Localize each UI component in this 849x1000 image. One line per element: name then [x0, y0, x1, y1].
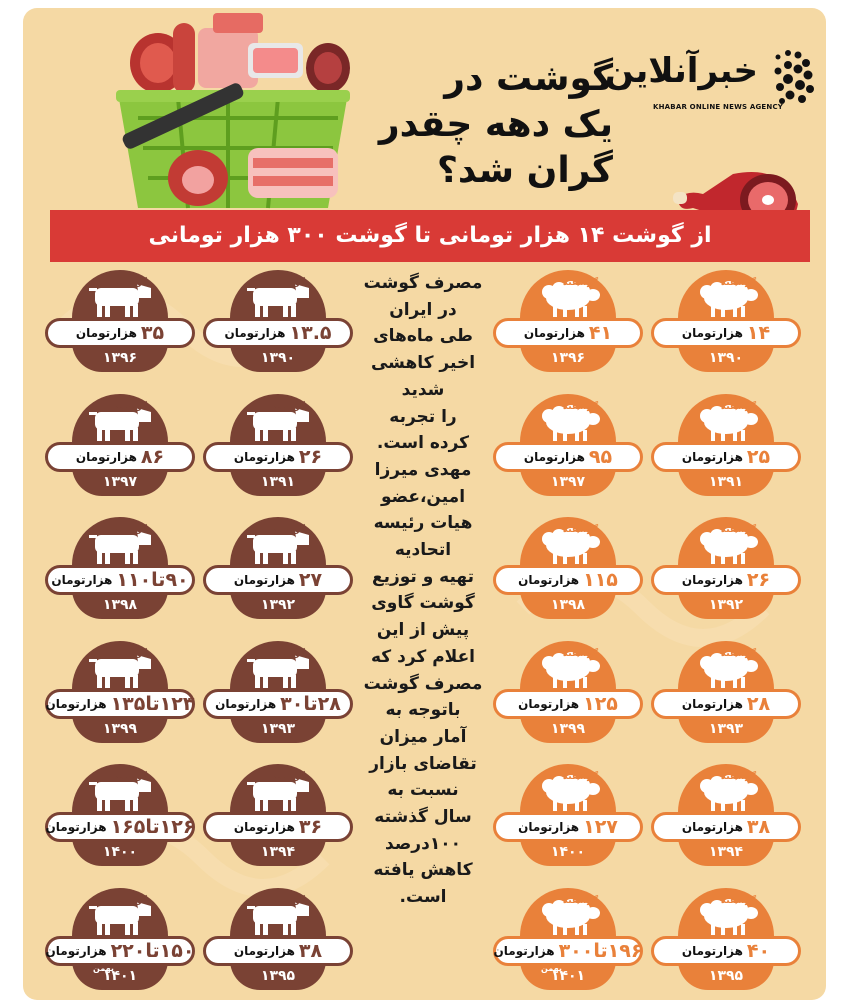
price-unit: هزارتومان: [681, 943, 743, 958]
title-line: گوشت در: [444, 58, 613, 99]
animal-label: گوسفند: [721, 278, 757, 288]
year-label: ۱۳۹۶: [550, 350, 586, 366]
price-value: ۱۱۵: [583, 569, 618, 591]
price-unit: هزارتومان: [518, 820, 580, 834]
price-pill: [651, 442, 801, 472]
animal-label: گوسفند: [563, 772, 599, 782]
price-value: ۲۵: [746, 445, 771, 468]
article-line: گوشت گاوی: [371, 593, 475, 614]
calf-price-card: [45, 888, 195, 993]
price-unit: هزارتومان: [681, 820, 743, 834]
article-line: است.: [399, 887, 447, 908]
article-line: کاهش یافته: [373, 860, 473, 881]
price-unit: هزارتومان: [75, 326, 137, 340]
price-unit: هزارتومان: [51, 573, 113, 587]
price-value: ۹۵: [588, 445, 613, 468]
animal-label: گوساله: [115, 401, 147, 412]
price-pill: [203, 318, 353, 348]
title-line: یک دهه چقدر: [378, 104, 613, 145]
animal-label: گوساله: [273, 401, 305, 412]
animal-label: گوساله: [115, 648, 147, 659]
animal-label: گوسفند: [721, 772, 757, 782]
calf-price-card: [45, 517, 195, 622]
price-value: ۱۵۰تا۲۲۰: [110, 939, 195, 962]
price-value: ۲۸: [746, 692, 771, 715]
price-pill: [203, 936, 353, 966]
meat-basket-illustration: [98, 8, 358, 213]
price-pill: [493, 689, 643, 719]
year-label: ۱۳۹۴: [708, 844, 744, 860]
article-line: اخیر کاهشی: [370, 353, 476, 374]
animal-label: گوساله: [273, 278, 305, 288]
price-pill: [651, 689, 801, 719]
price-pill: [45, 689, 195, 719]
article-line: اعلام کرد که: [370, 646, 476, 667]
animal-label: گوسفند: [721, 401, 757, 412]
price-pill: [45, 318, 195, 348]
price-value: ۱۲۳تا۱۳۵: [110, 692, 195, 715]
calf-price-card: [203, 517, 353, 622]
year-label: ۱۳۹۰: [708, 350, 744, 366]
price-value: ۱۲۵: [583, 692, 618, 715]
headline-banner: از گوشت ۱۴ هزار تومانی تا گوشت ۳۰۰ هزار تومانی: [50, 210, 810, 262]
price-pill: [651, 318, 801, 348]
price-unit: هزارتومان: [75, 449, 137, 464]
price-unit: هزارتومان: [681, 326, 743, 340]
price-value: ۲۶: [746, 569, 771, 591]
price-pill: [203, 442, 353, 472]
animal-label: گوساله: [273, 772, 305, 782]
year-label: ۱۳۹۲: [708, 597, 744, 613]
year-label: ۱۳۹۵: [260, 967, 296, 984]
animal-label: گوسفند: [563, 401, 599, 412]
price-unit: هزارتومان: [233, 943, 295, 958]
price-pill: [651, 565, 801, 595]
price-unit: هزارتومان: [45, 696, 107, 711]
logo-text: خبرآنلاین: [604, 51, 758, 91]
article-line: تهیه و توزیع: [371, 566, 475, 587]
animal-label: گوسفند: [563, 278, 599, 288]
infographic-page: [23, 8, 826, 1000]
article-line: مهدی میرزا: [374, 459, 472, 480]
year-label: ۱۳۹۹: [550, 720, 586, 737]
sheep-price-card: [493, 517, 643, 622]
calf-price-card: [45, 764, 195, 869]
price-value: ۴۰: [746, 939, 771, 962]
year-label: ۱۳۹۷: [102, 473, 138, 490]
price-value: ۲۶: [298, 445, 323, 468]
price-pill: [45, 812, 195, 842]
year-label: ۱۳۹۲: [260, 597, 296, 613]
price-pill: [45, 565, 195, 595]
year-label: ۱۳۹۰: [260, 350, 296, 366]
sheep-price-card: [493, 888, 643, 993]
price-value: ۸۶: [140, 445, 165, 468]
article-line: در ایران: [389, 299, 457, 320]
year-label: ۱۳۹۴: [260, 844, 296, 860]
year-label: ۱۴۰۰: [550, 844, 586, 860]
khabaronline-logo: [604, 43, 818, 123]
article-line: تقاضای بازار: [369, 753, 477, 774]
sheep-price-card: [493, 764, 643, 869]
calf-price-card: [203, 764, 353, 869]
year-label: ۱۳۹۵: [708, 967, 744, 984]
year-label: ۱۳۹۹: [102, 720, 138, 737]
price-pill: [45, 936, 195, 966]
sheep-price-card: [651, 270, 801, 375]
article-line: مصرف گوشت: [363, 273, 483, 293]
price-unit: هزارتومان: [493, 943, 555, 958]
price-pill: [203, 565, 353, 595]
year-label: ۱۳۹۳: [260, 720, 296, 737]
price-value: ۲۸تا۳۰: [280, 692, 341, 715]
animal-label: گوساله: [115, 525, 147, 535]
price-value: ۴۱: [588, 322, 613, 344]
price-pill: [203, 812, 353, 842]
price-value: ۳۸: [298, 939, 323, 962]
price-unit: هزارتومان: [518, 573, 580, 587]
page-title: [363, 56, 613, 194]
article-line: آمار میزان: [379, 726, 467, 747]
price-unit: هزارتومان: [224, 326, 286, 340]
price-pill: [493, 936, 643, 966]
price-value: ۱۹۶تا۳۰۰: [558, 939, 643, 962]
price-unit: هزارتومان: [681, 573, 743, 587]
year-label: ۱۳۹۷: [550, 473, 586, 490]
price-pill: [493, 812, 643, 842]
price-value: ۲۷: [298, 569, 323, 591]
article-line: هیات رئیسه: [373, 513, 473, 534]
animal-label: گوساله: [115, 772, 147, 782]
article-line: سال گذشته: [374, 807, 472, 828]
year-label: ۱۳۹۸: [102, 597, 138, 613]
sheep-price-card: [493, 641, 643, 746]
price-value: ۳۵: [140, 322, 165, 344]
animal-label: گوسفند: [563, 648, 599, 659]
article-line: مصرف گوشت: [363, 673, 483, 694]
year-label: ۱۴۰۱: [550, 967, 586, 984]
price-pill: [45, 442, 195, 472]
article-line: پیش از این: [376, 620, 470, 641]
animal-label: گوسفند: [721, 895, 757, 906]
calf-price-card: [203, 270, 353, 375]
price-unit: هزارتومان: [45, 943, 107, 958]
year-label: ۱۳۹۸: [550, 597, 586, 613]
sheep-price-card: [651, 394, 801, 499]
price-value: ۱۴: [746, 322, 771, 344]
price-pill: [203, 689, 353, 719]
article-line: امین،عضو: [380, 486, 466, 507]
sheep-price-card: [493, 394, 643, 499]
year-label: ۱۳۹۳: [708, 720, 744, 737]
price-unit: هزارتومان: [233, 820, 295, 834]
calf-price-card: [203, 641, 353, 746]
article-line: کرده است.: [376, 433, 470, 454]
animal-label: گوسفند: [563, 525, 599, 535]
animal-label: گوساله: [115, 895, 147, 906]
animal-label: گوسفند: [563, 895, 599, 906]
sheep-price-card: [651, 888, 801, 993]
sheep-price-card: [493, 270, 643, 375]
price-pill: [651, 936, 801, 966]
price-pill: [493, 442, 643, 472]
price-value: ۹۰تا۱۱۰: [116, 569, 189, 591]
animal-label: گوسفند: [721, 525, 757, 535]
year-label: ۱۳۹۱: [260, 473, 296, 490]
price-pill: [493, 565, 643, 595]
price-unit: هزارتومان: [523, 326, 585, 340]
price-unit: هزارتومان: [523, 449, 585, 464]
article-line: طی ماه‌های: [373, 326, 473, 347]
price-unit: هزارتومان: [45, 820, 107, 834]
month-note: بهمن: [93, 963, 114, 973]
year-label: ۱۳۹۱: [708, 473, 744, 490]
calf-price-card: [45, 394, 195, 499]
price-unit: هزارتومان: [518, 696, 580, 711]
animal-label: گوساله: [273, 895, 305, 906]
year-label: ۱۴۰۰: [102, 844, 138, 860]
article-line: شدید: [401, 379, 445, 400]
article-line: باتوجه به: [385, 700, 461, 721]
price-unit: هزارتومان: [681, 449, 743, 464]
price-value: ۱۳.۵: [289, 322, 332, 344]
price-unit: هزارتومان: [215, 696, 277, 711]
article-line: اتحادیه: [394, 540, 452, 561]
animal-label: گوساله: [115, 278, 147, 288]
title-line: گران شد؟: [436, 150, 613, 191]
price-value: ۳۶: [298, 816, 323, 838]
calf-price-card: [45, 270, 195, 375]
article-text: [358, 270, 488, 911]
price-unit: هزارتومان: [233, 449, 295, 464]
price-pill: [493, 318, 643, 348]
price-unit: هزارتومان: [233, 573, 295, 587]
animal-label: گوساله: [273, 648, 305, 659]
sheep-price-card: [651, 764, 801, 869]
price-value: ۱۲۷: [583, 816, 618, 838]
animal-label: گوسفند: [721, 648, 757, 659]
sheep-price-card: [651, 517, 801, 622]
article-line: را تجربه: [389, 406, 457, 427]
animal-label: گوساله: [273, 525, 305, 535]
price-pill: [651, 812, 801, 842]
calf-price-card: [45, 641, 195, 746]
month-note: بهمن: [541, 963, 562, 973]
price-unit: هزارتومان: [681, 696, 743, 711]
sheep-price-card: [651, 641, 801, 746]
article-line: ۱۰۰درصد: [385, 833, 461, 854]
calf-price-card: [203, 888, 353, 993]
price-value: ۳۸: [746, 816, 771, 838]
calf-price-card: [203, 394, 353, 499]
year-label: ۱۳۹۶: [102, 350, 138, 366]
price-value: ۱۲۶تا۱۶۵: [110, 816, 195, 838]
article-line: نسبت به: [387, 780, 459, 801]
logo-subtitle: KHABAR ONLINE NEWS AGENCY: [653, 103, 784, 111]
year-label: ۱۴۰۱: [102, 967, 138, 984]
